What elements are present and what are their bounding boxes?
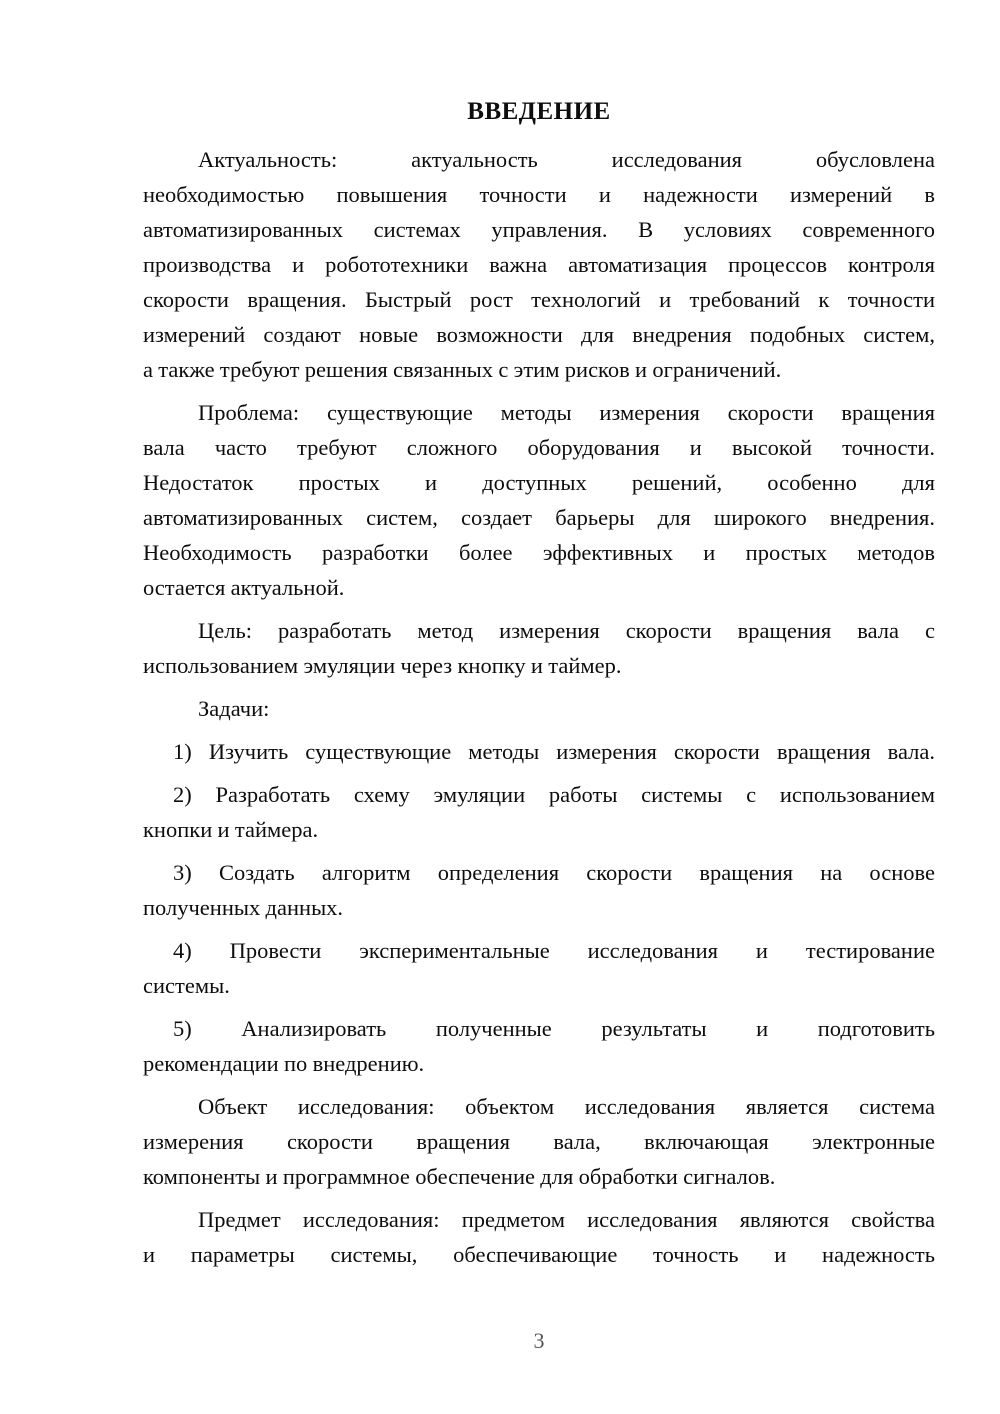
- text-line: необходимостью повышения точности и надежности измерений в: [143, 182, 935, 207]
- text-line: кнопки и таймера.: [143, 817, 319, 842]
- text-line: полученных данных.: [143, 895, 344, 920]
- text-line: остается актуальной.: [143, 575, 345, 600]
- paragraph: [143, 142, 935, 387]
- text-line: системы.: [143, 973, 230, 998]
- text-line: автоматизированных системах управления. В условиях современного: [143, 217, 935, 242]
- text-line: компоненты и программное обеспечение для обработки сигналов.: [143, 1164, 776, 1189]
- text-line: а также требуют решения связанных с этим рисков и ограничений.: [143, 357, 782, 382]
- text-line: Предмет исследования: предметом исследования являются свойства: [198, 1207, 935, 1232]
- paragraph: [143, 691, 935, 726]
- list-item: [143, 777, 935, 847]
- paragraph: [143, 395, 935, 605]
- text-line: Недостаток простых и доступных решений, особенно для: [143, 470, 935, 495]
- text-line: 3) Создать алгоритм определения скорости вращения на основе: [173, 860, 935, 885]
- list-item: [143, 734, 935, 769]
- page-title: ВВЕДЕНИЕ: [467, 98, 611, 125]
- text-line: измерения скорости вращения вала, включающая электронные: [143, 1129, 935, 1154]
- paragraph: [143, 1089, 935, 1194]
- text-line: и параметры системы, обеспечивающие точность и надежность: [143, 1242, 935, 1267]
- document-body: [143, 142, 935, 1272]
- list-item: [143, 855, 935, 925]
- text-line: скорости вращения. Быстрый рост технологий и требований к точности: [143, 287, 935, 312]
- text-line: производства и робототехники важна автоматизация процессов контроля: [143, 252, 935, 277]
- page-number: 3: [533, 1328, 545, 1353]
- text-line: 1) Изучить существующие методы измерения скорости вращения вала.: [173, 739, 935, 764]
- page-footer: [143, 1326, 935, 1356]
- text-line: Объект исследования: объектом исследования является система: [198, 1094, 935, 1119]
- text-line: автоматизированных систем, создает барьеры для широкого внедрения.: [143, 505, 935, 530]
- list-item: [143, 933, 935, 1003]
- text-line: измерений создают новые возможности для внедрения подобных систем,: [143, 322, 935, 347]
- text-line: использованием эмуляции через кнопку и таймер.: [143, 653, 622, 678]
- paragraph: [143, 1202, 935, 1272]
- text-line: 2) Разработать схему эмуляции работы системы с использованием: [173, 782, 935, 807]
- text-line: Цель: разработать метод измерения скорости вращения вала с: [198, 618, 935, 643]
- text-line: рекомендации по внедрению.: [143, 1051, 425, 1076]
- list-item: [143, 1011, 935, 1081]
- text-line: Задачи:: [198, 696, 270, 721]
- text-line: Необходимость разработки более эффективных и простых методов: [143, 540, 935, 565]
- text-line: 5) Анализировать полученные результаты и подготовить: [173, 1016, 935, 1041]
- text-line: Проблема: существующие методы измерения скорости вращения: [198, 400, 935, 425]
- paragraph: [143, 613, 935, 683]
- text-line: 4) Провести экспериментальные исследования и тестирование: [173, 938, 935, 963]
- text-line: вала часто требуют сложного оборудования и высокой точности.: [143, 435, 935, 460]
- text-line: Актуальность: актуальность исследования обусловлена: [198, 147, 935, 172]
